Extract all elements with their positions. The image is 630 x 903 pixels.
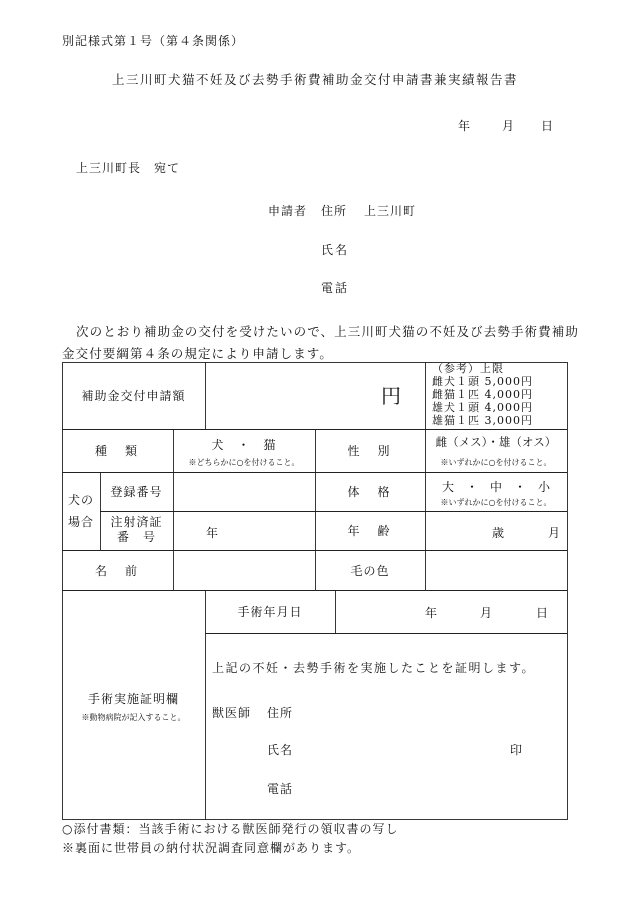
yen-unit: 円	[381, 384, 401, 408]
vaccination-label-line1: 注射済証	[110, 515, 163, 529]
date-year-label: 年	[458, 119, 471, 133]
reference-line: 雄犬１頭 4,000円	[432, 401, 533, 414]
vaccination-year-unit: 年	[206, 526, 219, 540]
registration-number-field[interactable]	[173, 472, 315, 511]
age-label: 年 齢	[347, 524, 393, 538]
surgery-date-label: 手術年月日	[237, 605, 303, 619]
kind-note: ※どちらかに○を付けること。	[188, 458, 300, 467]
date-month-label: 月	[502, 119, 515, 133]
size-note: ※いずれかに○を付けること。	[440, 498, 552, 507]
coat-color-field[interactable]	[425, 550, 567, 590]
applicant-address-label: 住所	[321, 204, 348, 218]
reverse-side-note: ※裏面に世帯員の納付状況調査同意欄があります。	[62, 841, 361, 855]
upper-limit-reference	[432, 362, 533, 427]
reference-line: 雄猫１匹 3,000円	[432, 414, 533, 427]
subsidy-amount-label: 補助金交付申請額	[81, 389, 186, 403]
size-options[interactable]: 大 ・ 中 ・ 小	[441, 480, 550, 494]
seal-mark: 印	[510, 743, 523, 757]
subsidy-amount-field[interactable]	[205, 362, 425, 429]
kind-label: 種 類	[94, 444, 140, 458]
vet-name-field[interactable]	[300, 735, 500, 759]
kind-options[interactable]: 犬 ・ 猫	[211, 438, 277, 452]
applicant-name-label: 氏名	[321, 243, 350, 257]
surgery-year-unit: 年	[425, 606, 438, 620]
vaccination-label-line2: 番 号	[116, 530, 156, 544]
surgery-certification-block	[62, 590, 205, 820]
surgery-day-unit: 日	[536, 606, 549, 620]
age-field[interactable]	[425, 511, 567, 550]
vet-address-label: 住所	[267, 706, 294, 720]
size-label: 体 格	[347, 485, 393, 499]
reference-title: （参考）上限	[432, 362, 504, 375]
kind-field[interactable]	[173, 429, 315, 472]
vet-phone-label: 電話	[267, 782, 294, 796]
size-field[interactable]	[425, 472, 567, 511]
date-day-label: 日	[541, 119, 554, 133]
pet-name-label: 名 前	[94, 563, 140, 578]
surgery-certification-label: 手術実施証明欄	[87, 692, 179, 706]
addressee: 上三川町長 宛て	[76, 161, 181, 175]
attachment-note: ○添付書類：当該手術における獣医師発行の領収書の写し	[62, 822, 399, 836]
sex-options[interactable]: 雌（メス）・雄（オス）	[435, 435, 557, 449]
sex-field[interactable]	[425, 429, 567, 472]
applicant-phone-label: 電話	[321, 281, 350, 295]
application-statement: 次のとおり補助金の交付を受けたいので、上三川町犬猫の不妊及び去勢手術費補助金交付要綱第４条の規定により申請します。	[62, 324, 579, 361]
surgery-date-field[interactable]	[335, 590, 567, 633]
surgery-month-unit: 月	[480, 606, 493, 620]
reference-line: 雌猫１匹 4,000円	[432, 388, 533, 401]
vet-name-label: 氏名	[267, 743, 294, 757]
vet-label: 獣医師	[212, 706, 252, 720]
pet-name-field[interactable]	[173, 550, 315, 590]
form-id: 別記様式第１号（第４条関係）	[62, 34, 245, 48]
sex-note: ※いずれかに○を付けること。	[440, 458, 552, 467]
age-years-unit: 歳	[492, 526, 505, 540]
applicant-label: 申請者	[268, 204, 308, 218]
age-months-unit: 月	[548, 526, 561, 540]
certification-statement: 上記の不妊・去勢手術を実施したことを証明します。	[212, 661, 536, 675]
applicant-address-value[interactable]: 上三川町	[364, 204, 417, 218]
vet-phone-field[interactable]	[300, 774, 550, 798]
vaccination-number-label	[100, 511, 173, 550]
dog-case-label: 犬の場合	[68, 493, 95, 529]
page-title: 上三川町犬猫不妊及び去勢手術費補助金交付申請書兼実績報告書	[111, 72, 518, 87]
reference-line: 雌犬１頭 5,000円	[432, 375, 533, 388]
sex-label: 性 別	[347, 444, 393, 458]
vaccination-number-field[interactable]	[173, 511, 315, 550]
coat-color-label: 毛の色	[350, 563, 390, 578]
surgery-certification-note: ※動物病院が記入すること。	[81, 713, 186, 722]
registration-number-label: 登録番号	[110, 485, 163, 499]
vet-address-field[interactable]	[300, 698, 550, 722]
